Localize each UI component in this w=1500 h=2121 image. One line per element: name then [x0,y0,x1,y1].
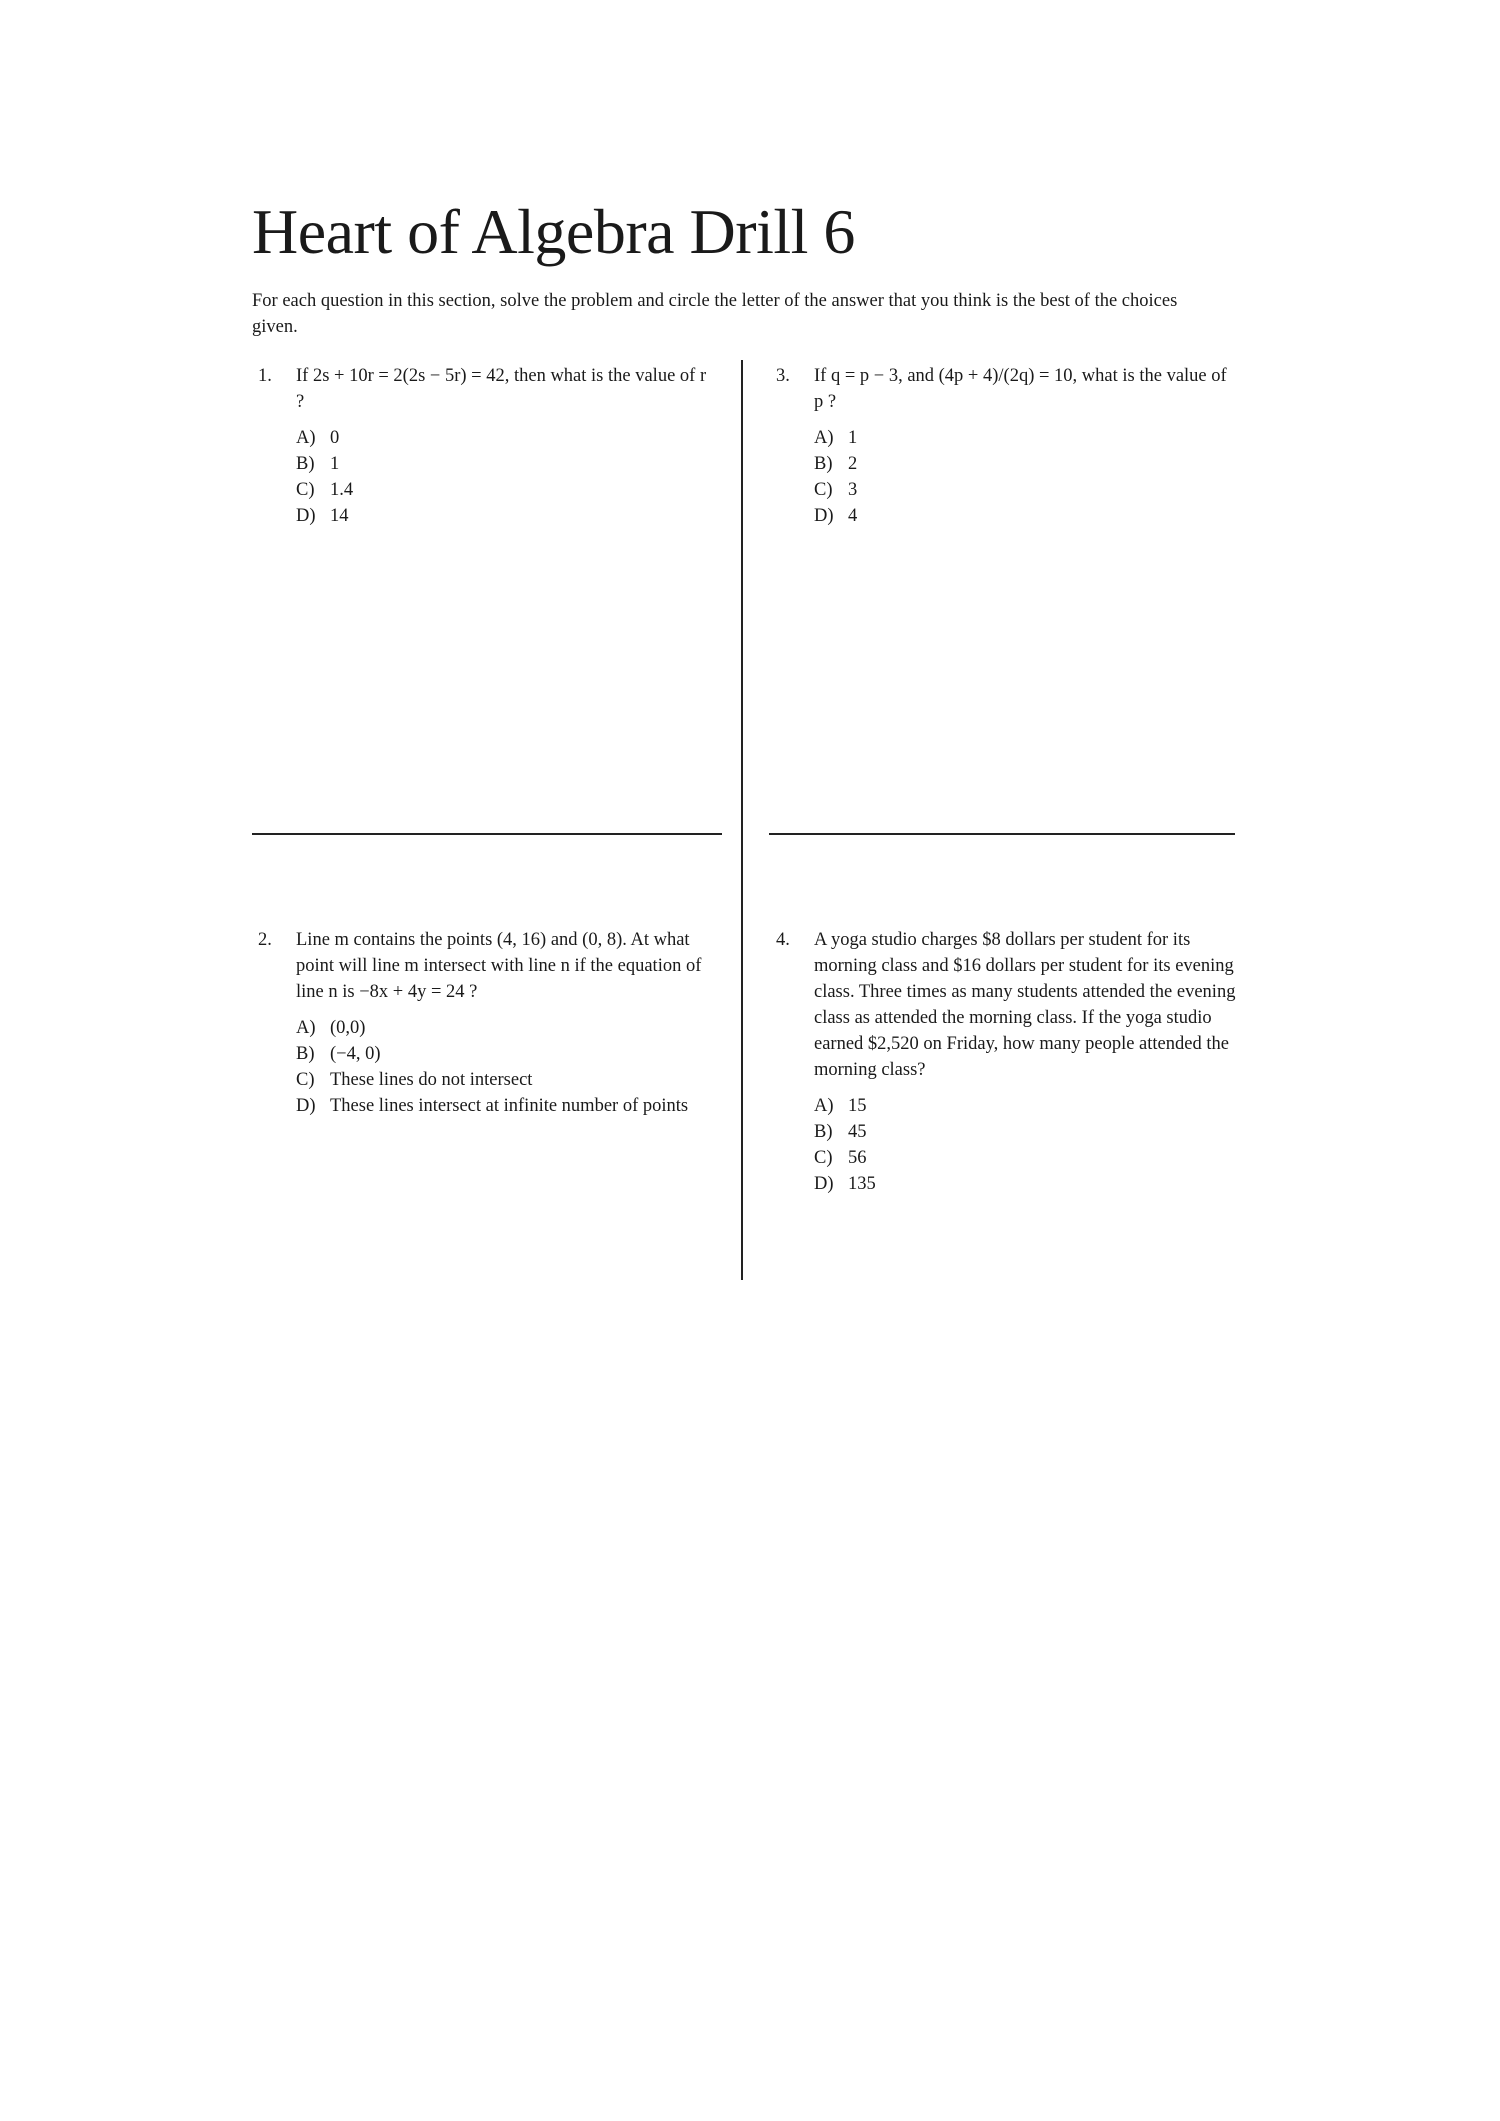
answer-choices [296,1015,728,1119]
choice-text: 135 [848,1174,876,1194]
answer-choice-b[interactable] [296,451,718,477]
choice-text: 3 [848,480,858,500]
choice-text: These lines intersect at infinite number of points [330,1096,689,1116]
answer-choice-a[interactable] [814,1093,1236,1119]
question-number: 1. [258,366,272,386]
choice-text: 1.4 [330,480,354,500]
question-text: If q = p − 3, and (4p + 4)/(2q) = 10, what is the value of p ? [814,366,1227,412]
instructions: For each question in this section, solve the problem and circle the letter of the answer that you think is the best of the choices given. [252,291,1178,337]
choice-letter: D) [814,1174,834,1194]
answer-choice-c[interactable] [296,1067,728,1093]
choice-letter: C) [296,480,315,500]
answer-choice-b[interactable] [296,1041,728,1067]
answer-choice-d[interactable] [296,503,718,529]
question-2 [258,927,728,1119]
choice-text: 56 [848,1148,867,1168]
choice-text: 45 [848,1122,867,1142]
answer-choice-c[interactable] [814,477,1236,503]
choice-letter: B) [296,1044,315,1064]
answer-choices [296,425,718,529]
choice-letter: A) [296,428,316,448]
answer-choice-a[interactable] [296,1015,728,1041]
horizontal-divider-left [252,833,722,835]
choice-letter: C) [814,480,833,500]
answer-choice-a[interactable] [296,425,718,451]
answer-choices [814,425,1236,529]
answer-choice-d[interactable] [814,503,1236,529]
answer-choice-b[interactable] [814,451,1236,477]
choice-text: 15 [848,1096,867,1116]
choice-letter: B) [814,1122,833,1142]
page-title: Heart of Algebra Drill 6 [252,196,855,267]
question-number: 4. [776,930,790,950]
question-number: 3. [776,366,790,386]
choice-letter: A) [814,1096,834,1116]
answer-choice-d[interactable] [296,1093,728,1119]
choice-text: 2 [848,454,858,474]
answer-choice-b[interactable] [814,1119,1236,1145]
choice-text: 1 [848,428,858,448]
choice-text: 4 [848,506,858,526]
question-text: Line m contains the points (4, 16) and (0, 8). At what point will line m intersect with line n if the equation of line n is −8x + 4y = 24 ? [296,930,702,1002]
answer-choices [814,1093,1236,1197]
choice-text: These lines do not intersect [330,1070,533,1090]
choice-letter: B) [296,454,315,474]
question-text: A yoga studio charges $8 dollars per student for its morning class and $16 dollars per student for its evening class. Three times as many students attended the evening class as attended the morning class. If the yoga studio earned $2,520 on Friday, how many people attended the morning class? [814,930,1236,1080]
choice-text: 14 [330,506,349,526]
choice-text: (−4, 0) [330,1044,381,1064]
choice-letter: A) [814,428,834,448]
answer-choice-c[interactable] [814,1145,1236,1171]
choice-letter: C) [296,1070,315,1090]
vertical-divider [741,360,743,1280]
question-3 [776,363,1236,529]
choice-letter: B) [814,454,833,474]
choice-letter: D) [296,1096,316,1116]
choice-letter: C) [814,1148,833,1168]
choice-letter: A) [296,1018,316,1038]
choice-text: 1 [330,454,340,474]
question-text: If 2s + 10r = 2(2s − 5r) = 42, then what is the value of r ? [296,366,707,412]
choice-letter: D) [814,506,834,526]
question-number: 2. [258,930,272,950]
choice-letter: D) [296,506,316,526]
choice-text: 0 [330,428,340,448]
question-1 [258,363,718,529]
answer-choice-a[interactable] [814,425,1236,451]
choice-text: (0,0) [330,1018,366,1038]
horizontal-divider-right [769,833,1235,835]
answer-choice-c[interactable] [296,477,718,503]
question-4 [776,927,1236,1197]
answer-choice-d[interactable] [814,1171,1236,1197]
